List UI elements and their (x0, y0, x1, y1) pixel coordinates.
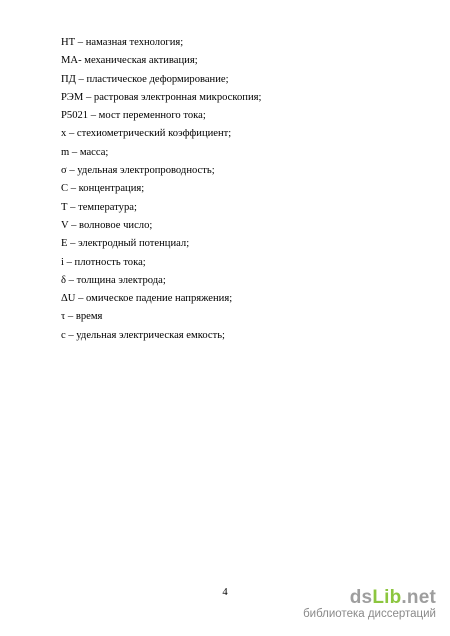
abbreviation-line: Е – электродный потенциал; (61, 238, 190, 250)
abbreviation-line: С – концентрация; (61, 183, 145, 195)
abbreviation-line: МА- механическая активация; (61, 55, 198, 67)
watermark-logo-part: Lib (372, 587, 402, 608)
abbreviation-line: i – плотность тока; (61, 256, 146, 268)
abbreviation-line: с – удельная электрическая емкость; (61, 329, 225, 341)
watermark-caption: библиотека диссертаций (303, 608, 436, 620)
abbreviation-line: НТ – намазная технология; (61, 37, 184, 48)
watermark[interactable] (303, 588, 436, 621)
abbreviation-line: х – стехиометрический коэффициент; (61, 128, 232, 140)
abbreviation-line: ПД – пластическое деформирование; (61, 73, 229, 85)
abbreviation-line: V – волновое число; (61, 219, 153, 231)
abbreviation-list (61, 34, 401, 345)
page-number: 4 (222, 587, 228, 598)
watermark-logo-part: ds (349, 587, 373, 608)
abbreviation-line: m – масса; (61, 146, 109, 158)
abbreviation-line: δ – толщина электрода; (61, 274, 166, 286)
watermark-logo-part: .net (401, 587, 436, 608)
abbreviation-line: σ – удельная электропроводность; (61, 165, 215, 177)
abbreviation-line: τ – время (61, 311, 103, 323)
abbreviation-line: РЭМ – растровая электронная микроскопия; (61, 91, 262, 103)
watermark-logo[interactable] (303, 588, 436, 607)
abbreviation-line: Т – температура; (61, 201, 137, 213)
abbreviation-line: Р5021 – мост переменного тока; (61, 110, 206, 122)
abbreviation-line: ΔU – омическое падение напряжения; (61, 293, 233, 305)
